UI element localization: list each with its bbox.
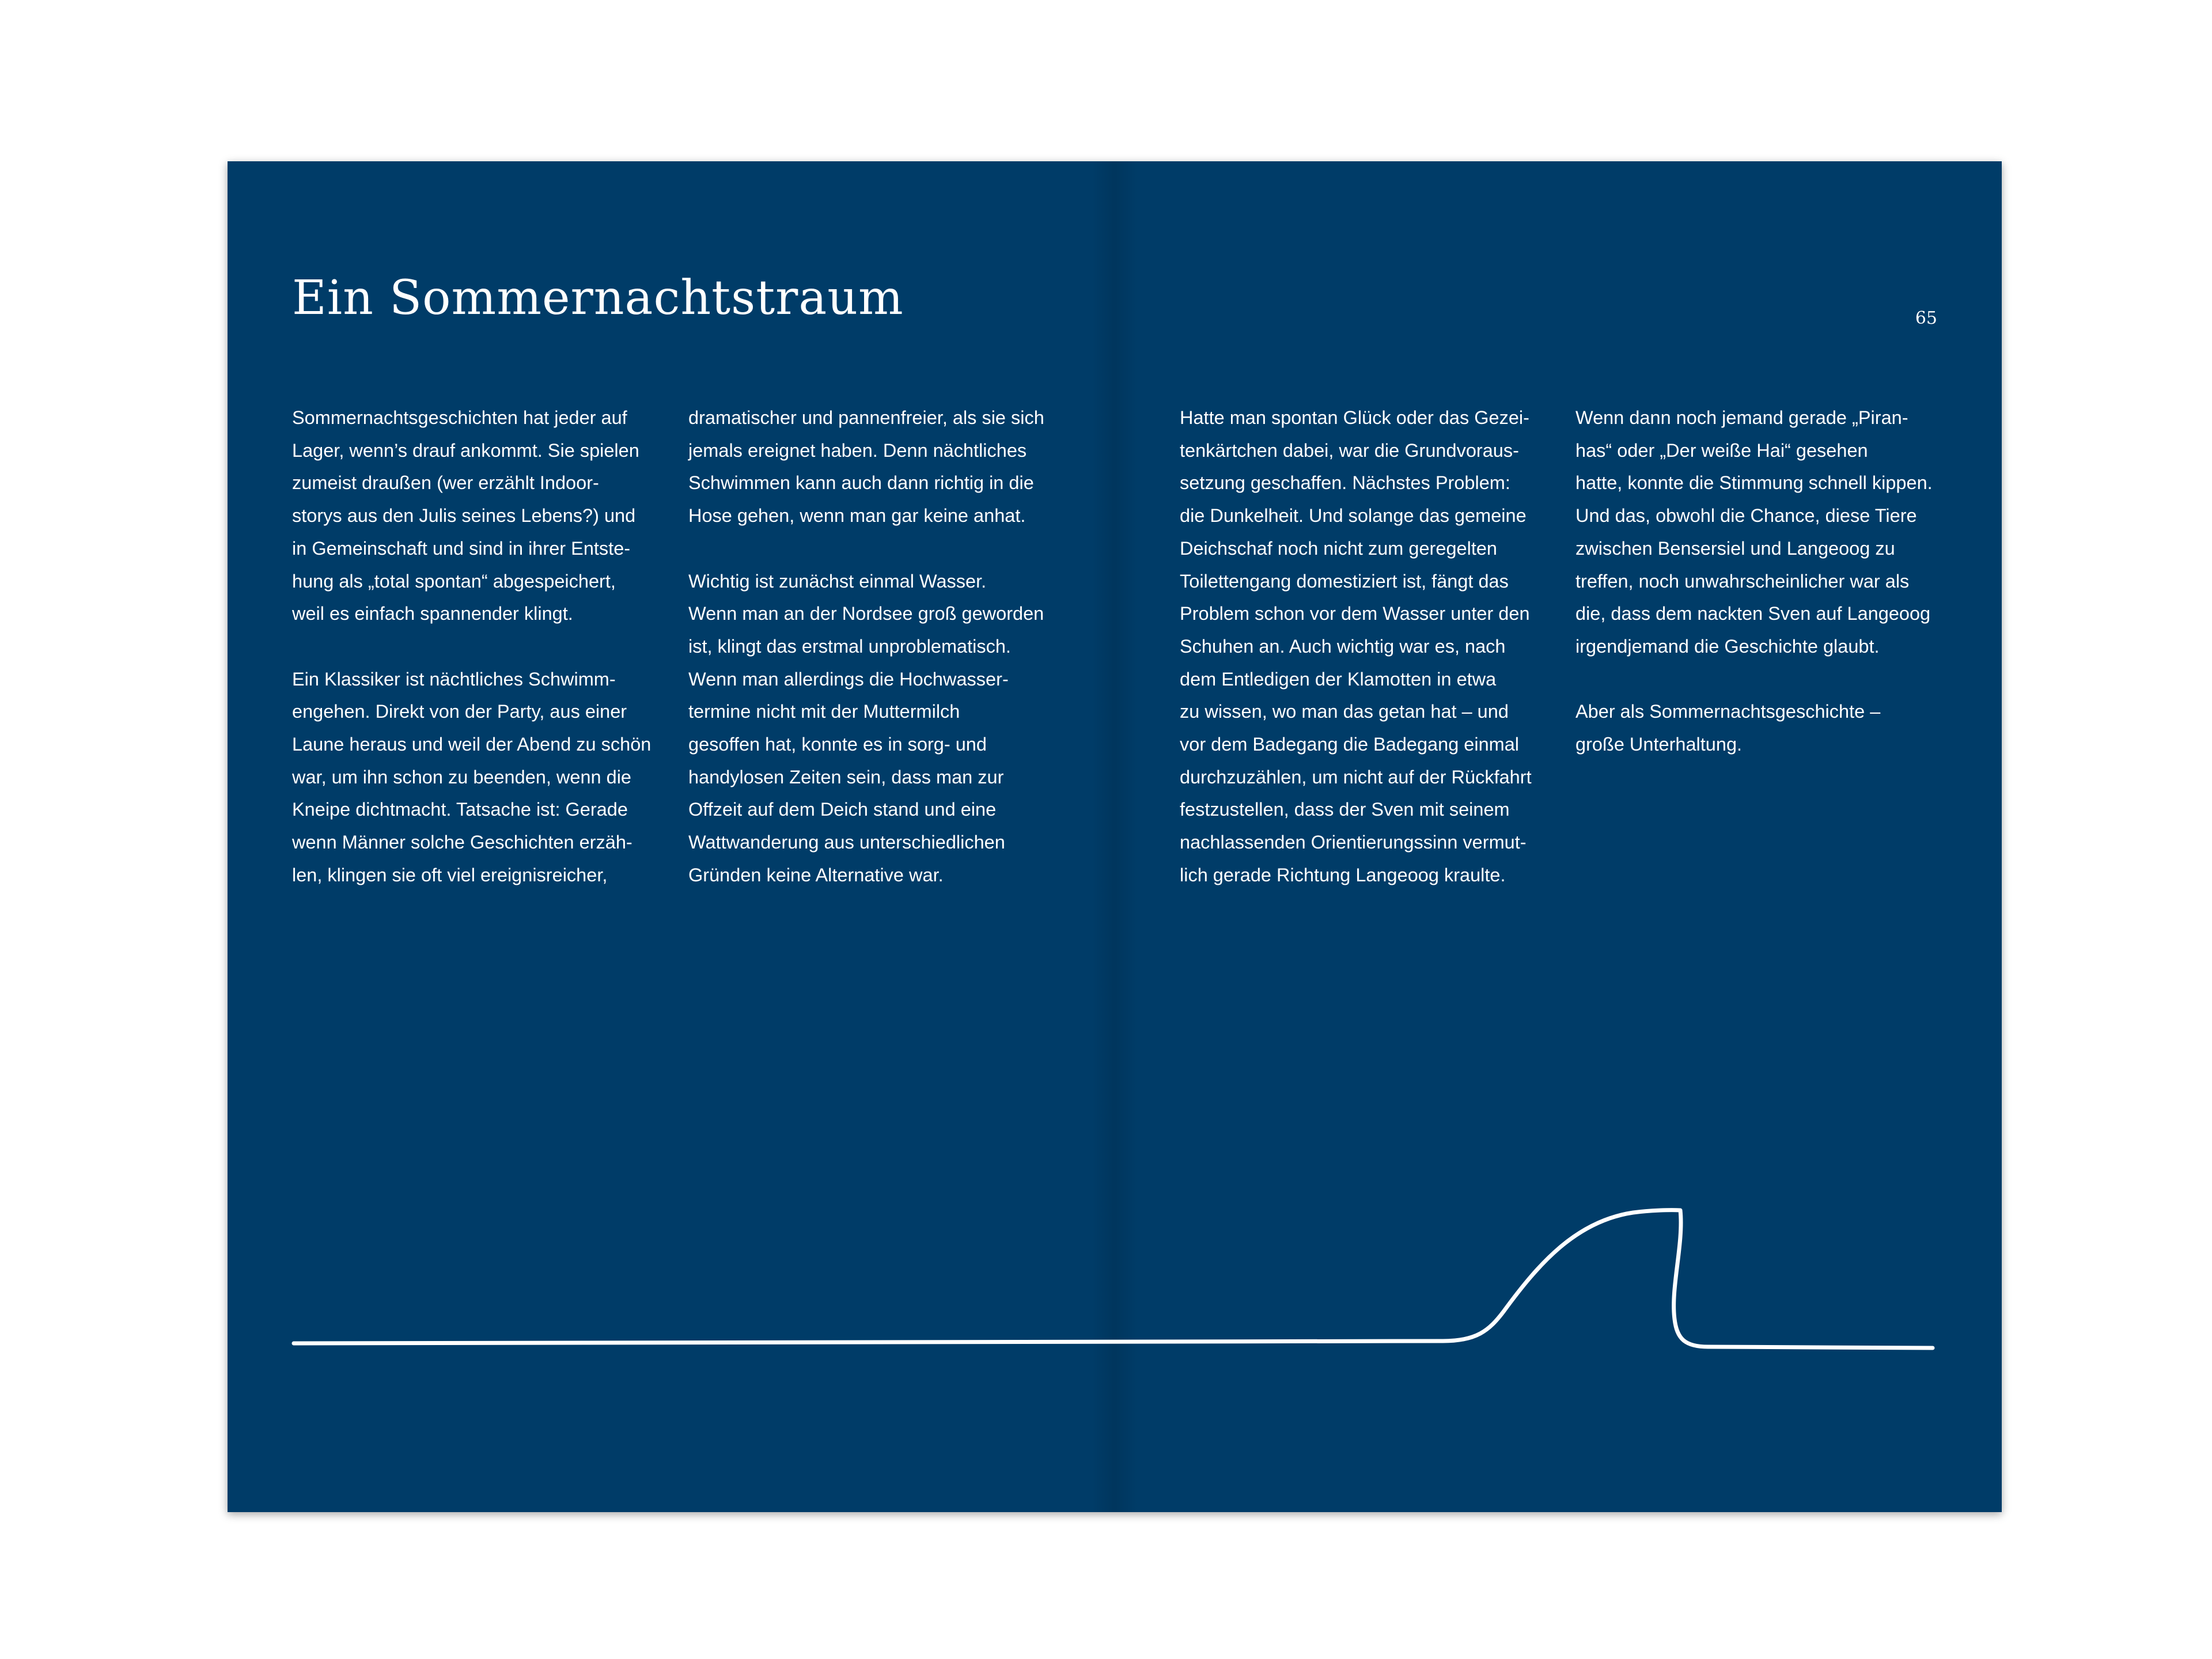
text-column-4 xyxy=(1575,402,1950,761)
paragraph: Hatte man spontan Glück oder das Gezei- tenkärtchen dabei, war die Grundvoraus- setzung geschaffen. Nächstes Problem: die Dunkelheit. Und solange das gemeine Deichschaf noch nicht zum geregelten Toilettengang domestiziert ist, fängt das Problem schon vor dem Wasser unter den Schuhen an. Auch wichtig war es, nach dem Entledigen der Klamotten in etwa zu wissen, wo man das getan hat – und vor dem Badegang die Badegang einmal durchzuzählen, um nicht auf der Rückfahrt festzustellen, dass der Sven mit seinem nachlassenden Orientierungssinn vermut- lich gerade Richtung Langeoog kraulte. xyxy=(1180,407,1532,885)
paragraph: dramatischer und pannenfreier, als sie sich jemals ereignet haben. Denn nächtliches Schwimmen kann auch dann richtig in die Hose gehen, wenn man gar keine anhat. xyxy=(688,407,1044,527)
paragraph: Sommernachtsgeschichten hat jeder auf Lager, wenn’s drauf ankommt. Sie spielen zumeist draußen (wer erzählt Indoor- storys aus den Julis seines Lebens?) und in Gemeinschaft und sind in ihrer Entste- hung als „total spontan“ abgespeichert, weil es einfach spannender klingt. xyxy=(292,407,639,624)
paragraph: Wenn dann noch jemand gerade „Piran- has“ oder „Der weiße Hai“ gesehen hatte, konnte die Stimmung schnell kippen. Und das, obwohl die Chance, diese Tiere zwischen Bensersiel und Langeoog zu treffen, noch unwahrscheinlicher war als die, dass dem nackten Sven auf Langeoog irgendjemand die Geschichte glaubt. xyxy=(1575,407,1933,657)
text-column-2 xyxy=(688,402,1063,892)
article-title: Ein Sommernachtstraum xyxy=(292,271,904,325)
text-column-3 xyxy=(1180,402,1554,892)
paragraph: Wichtig ist zunächst einmal Wasser. Wenn man an der Nordsee groß geworden ist, klingt das erstmal unproblematisch. Wenn man allerdings die Hochwasser- termine nicht mit der Muttermilch gesoffen hat, konnte es in sorg- und handylosen Zeiten sein, dass man zur Offzeit auf dem Deich stand und eine Wattwanderung aus unterschiedlichen Gründen keine Alternative war. xyxy=(688,570,1044,885)
magazine-spread xyxy=(228,161,2002,1512)
paragraph: Aber als Sommernachtsgeschichte – große Unterhaltung. xyxy=(1575,701,1881,755)
text-column-1 xyxy=(292,402,666,892)
paragraph: Ein Klassiker ist nächtliches Schwimm- engehen. Direkt von der Party, aus einer Laune heraus und weil der Abend zu schön war, um ihn schon zu beenden, wenn die Kneipe dichtmacht. Tatsache ist: Gerade wenn Männer solche Geschichten erzäh- len, klingen sie oft viel ereignisreicher, xyxy=(292,668,652,885)
right-page xyxy=(1115,161,2002,1512)
left-page xyxy=(228,161,1115,1512)
page-number: 65 xyxy=(1915,308,1937,328)
